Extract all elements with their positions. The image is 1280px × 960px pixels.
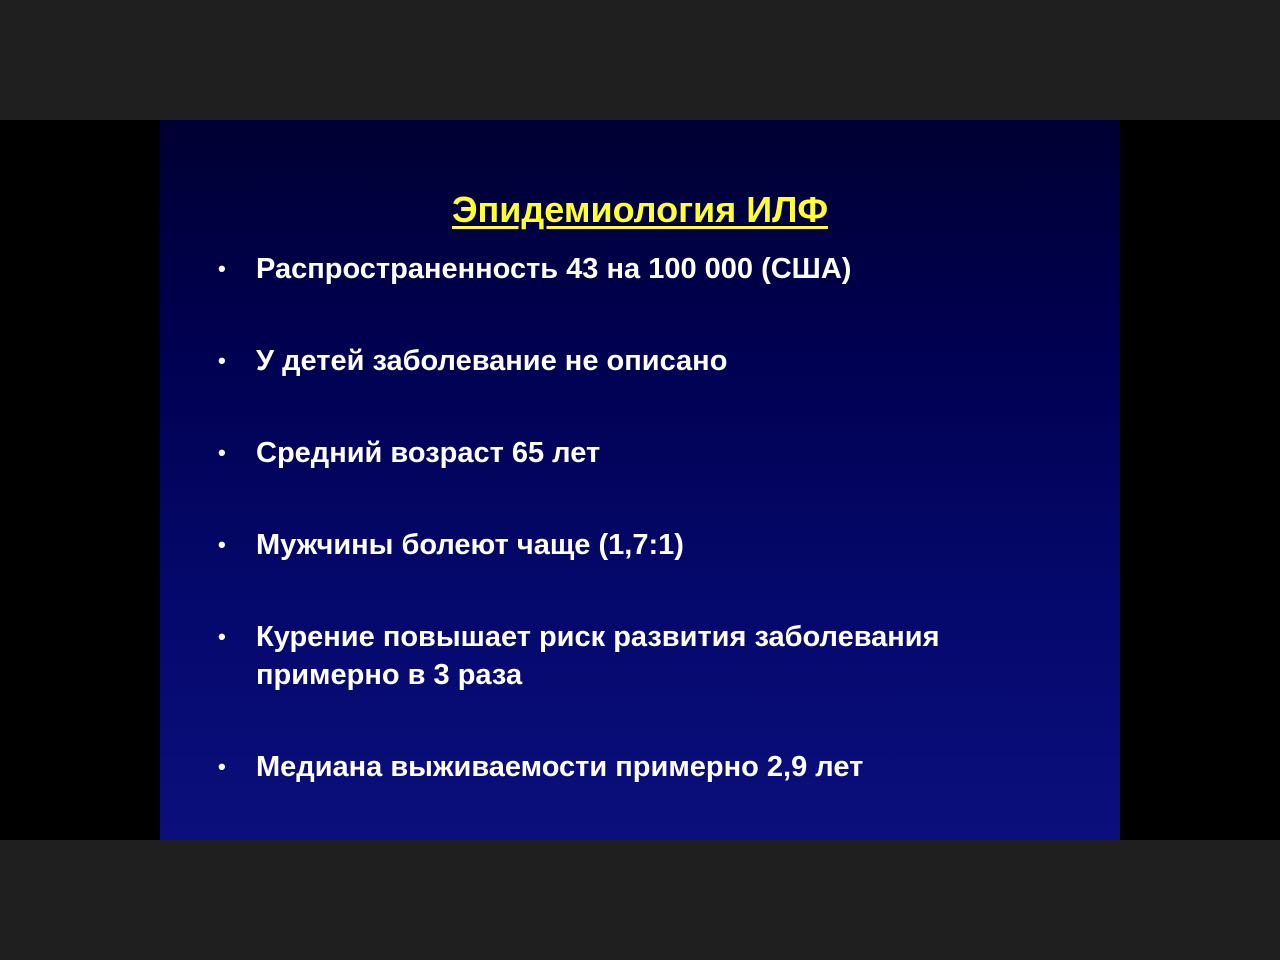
bullet-text: Средний возраст 65 лет	[256, 437, 601, 469]
bullet-item	[218, 250, 1078, 288]
bullet-dot-icon: •	[218, 624, 226, 649]
bullet-dot-icon: •	[218, 754, 226, 779]
bullet-item	[218, 434, 1078, 472]
bullet-item	[218, 342, 1078, 380]
bullet-item	[218, 618, 1078, 694]
bullet-dot-icon: •	[218, 532, 226, 557]
bullet-text: Мужчины болеют чаще (1,7:1)	[256, 529, 684, 561]
slide	[160, 120, 1120, 840]
bottom-letterbox	[0, 840, 1280, 960]
bullet-item	[218, 748, 1078, 786]
bullet-text: Распространенность 43 на 100 000 (США)	[256, 253, 852, 285]
bullet-item	[218, 526, 1078, 564]
slide-stage	[0, 120, 1280, 840]
top-letterbox	[0, 0, 1280, 120]
bullet-dot-icon: •	[218, 440, 226, 465]
bullet-dot-icon: •	[218, 256, 226, 281]
bullet-dot-icon: •	[218, 348, 226, 373]
bullet-text: У детей заболевание не описано	[256, 345, 728, 377]
bullet-text: Медиана выживаемости примерно 2,9 лет	[256, 751, 864, 783]
bullet-list	[218, 250, 1078, 840]
bullet-text: Курение повышает риск развития заболевания примерно в 3 раза	[256, 621, 940, 691]
slide-title: Эпидемиология ИЛФ	[451, 189, 829, 230]
